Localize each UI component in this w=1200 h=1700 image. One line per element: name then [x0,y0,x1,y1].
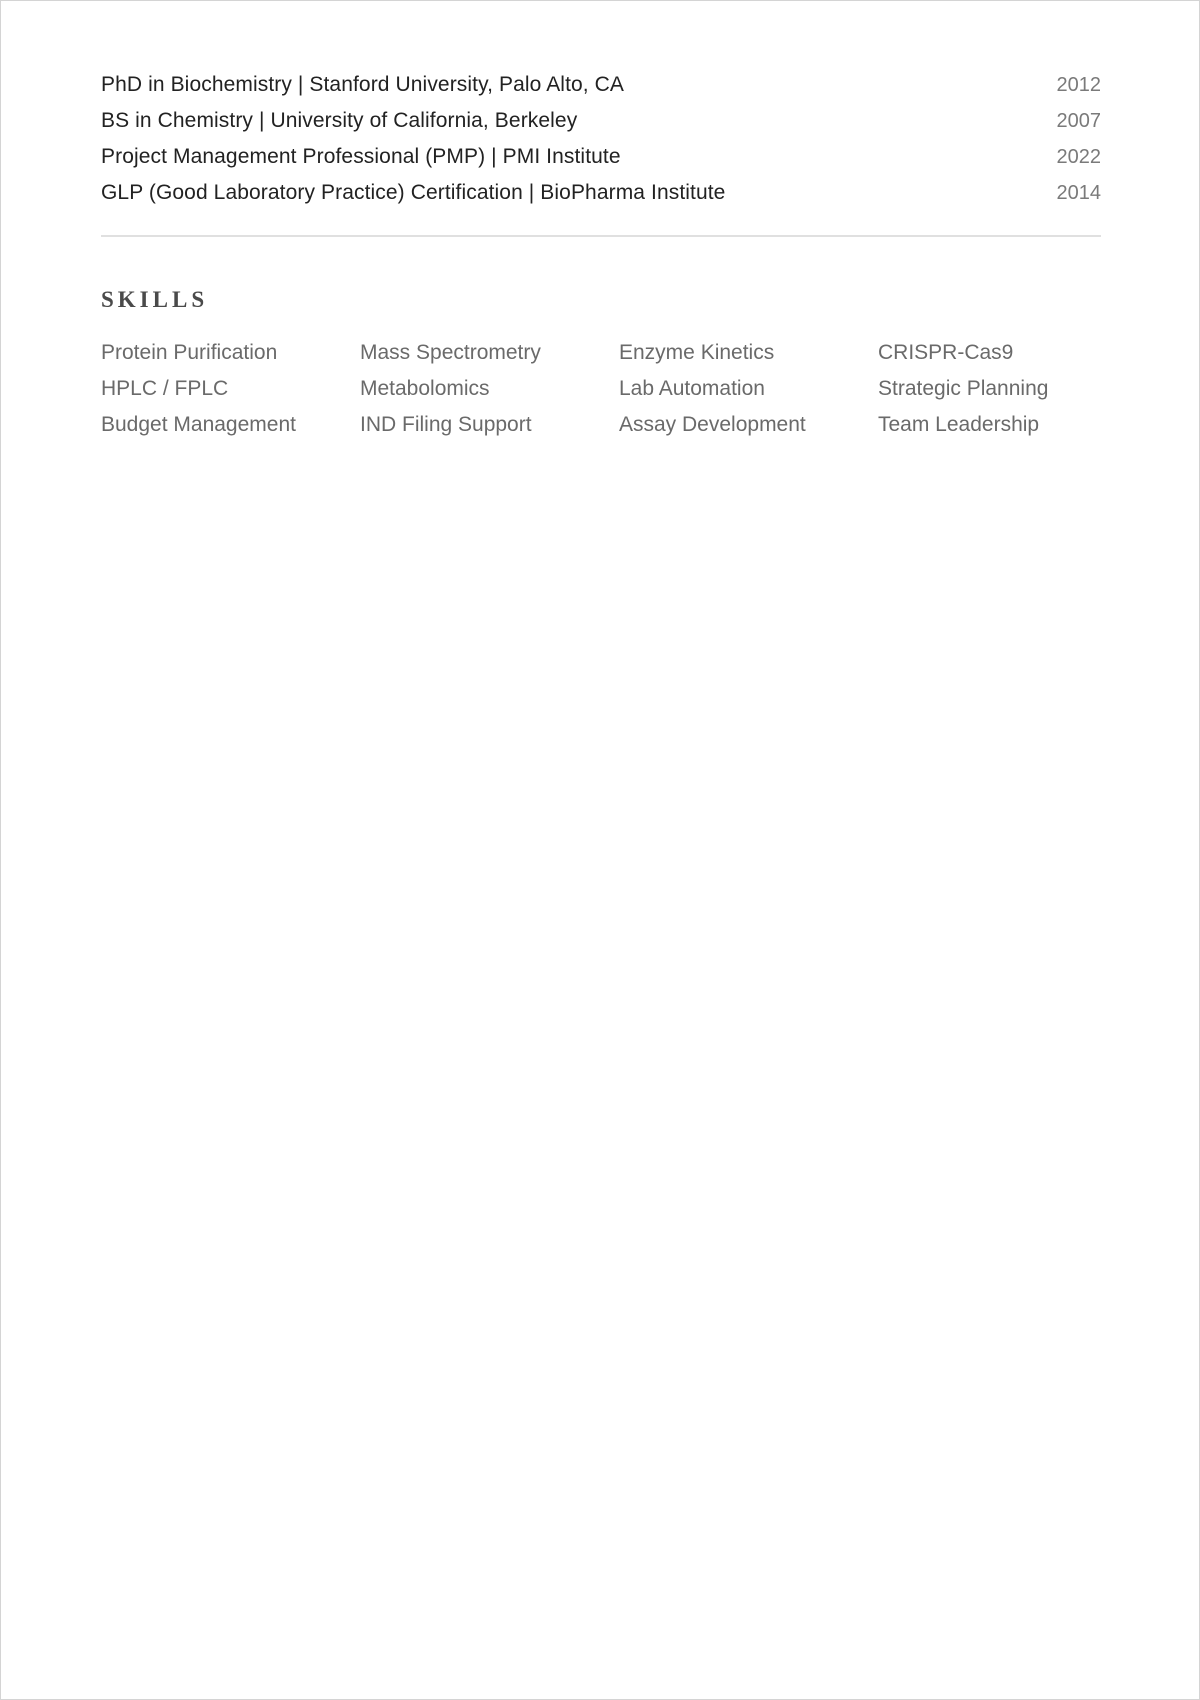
education-entry [101,145,1101,181]
education-title: PhD in Biochemistry | Stanford University, Palo Alto, CA [101,73,625,96]
skill-item: Mass Spectrometry [360,341,541,364]
resume-content [101,73,1101,443]
education-title: BS in Chemistry | University of California, Berkeley [101,109,578,132]
section-divider [101,235,1101,237]
skill-item: IND Filing Support [360,413,532,436]
education-year: 2014 [1056,182,1101,204]
skill-item: Enzyme Kinetics [619,341,775,364]
education-year: 2007 [1056,110,1101,132]
skills-grid [101,335,1101,443]
skill-item: Team Leadership [878,413,1040,436]
skill-item: Assay Development [619,413,806,436]
skill-item: Protein Purification [101,341,278,364]
education-title: GLP (Good Laboratory Practice) Certification | BioPharma Institute [101,181,726,204]
education-entry [101,181,1101,217]
skill-item: CRISPR-Cas9 [878,341,1014,364]
education-entry [101,109,1101,145]
education-year: 2012 [1056,74,1101,96]
education-title: Project Management Professional (PMP) | PMI Institute [101,145,621,168]
education-list [101,73,1101,217]
skill-item: Metabolomics [360,377,490,400]
skill-item: Strategic Planning [878,377,1049,400]
skill-item: Lab Automation [619,377,765,400]
education-year: 2022 [1056,146,1101,168]
skill-item: HPLC / FPLC [101,377,229,400]
skill-item: Budget Management [101,413,296,436]
education-entry [101,73,1101,109]
skills-heading: SKILLS [101,287,209,312]
